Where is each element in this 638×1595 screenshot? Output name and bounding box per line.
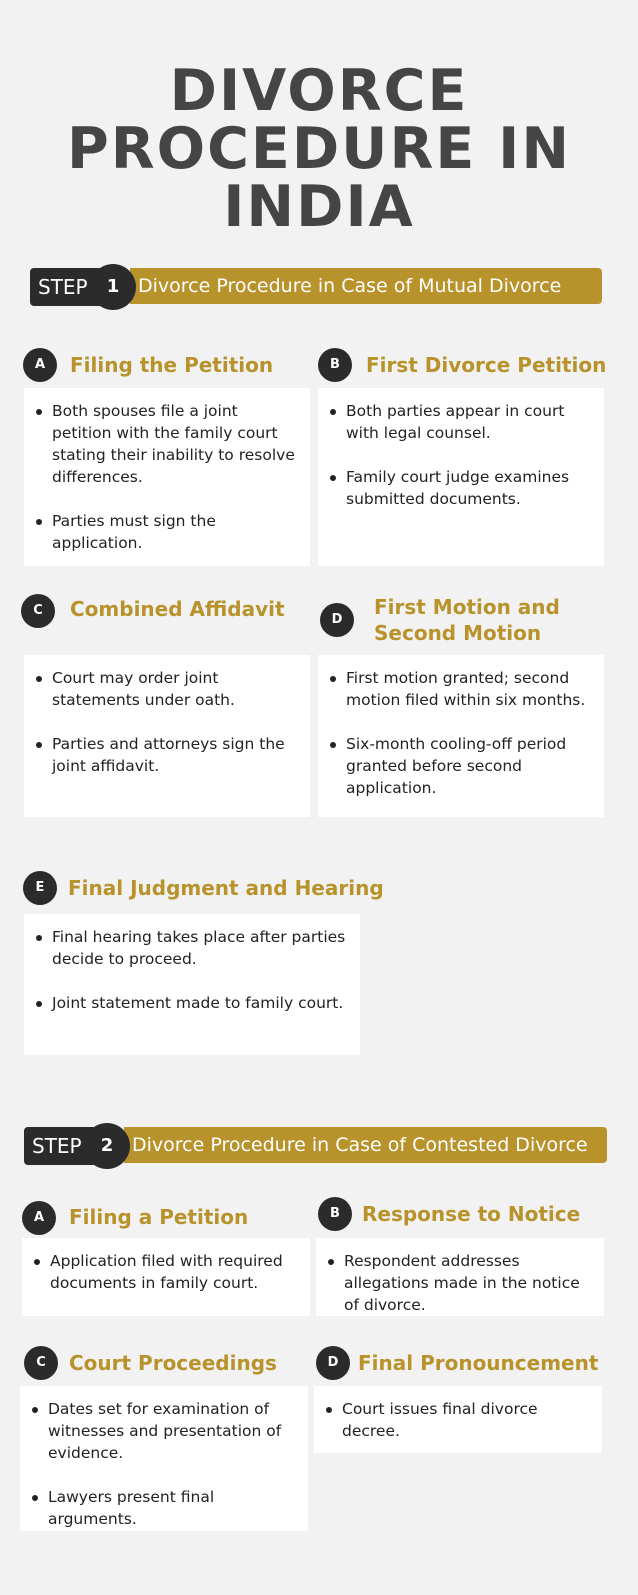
section-a-card: [22, 1238, 310, 1316]
section-e-badge: E: [23, 871, 57, 905]
list-item: Dates set for examination of witnesses and presentation of evidence.: [30, 1398, 298, 1464]
section-b-card: [318, 388, 604, 566]
list-item: Final hearing takes place after parties decide to proceed.: [34, 926, 350, 970]
section-d-heading-line: Second Motion: [374, 621, 542, 645]
step-2-word: STEP: [24, 1127, 114, 1165]
title-line: DIVORCE: [169, 58, 469, 124]
section-d-heading: [374, 594, 560, 646]
section-c-badge: C: [24, 1346, 58, 1380]
list-item: Both spouses file a joint petition with the family court stating their inability to resolve differences.: [34, 400, 300, 488]
section-d-heading-line: First Motion and: [374, 595, 560, 619]
section-d-heading: Final Pronouncement: [358, 1351, 599, 1375]
section-d-badge: D: [320, 603, 354, 637]
section-b-badge: B: [318, 1197, 352, 1231]
list-item: Both parties appear in court with legal counsel.: [328, 400, 594, 444]
section-c-heading: Court Proceedings: [69, 1351, 277, 1375]
list-item: Lawyers present final arguments.: [30, 1486, 298, 1530]
list-item: Six-month cooling-off period granted before second application.: [328, 733, 594, 799]
step-1-banner: [30, 268, 610, 306]
section-b-heading: First Divorce Petition: [366, 353, 607, 377]
step-1-number: 1: [90, 264, 136, 310]
section-c-card: [20, 1386, 308, 1531]
section-c-card: [24, 655, 310, 817]
list-item: First motion granted; second motion filed within six months.: [328, 667, 594, 711]
step-2-banner: [24, 1127, 614, 1165]
list-item: Parties and attorneys sign the joint affidavit.: [34, 733, 300, 777]
step-2-number: 2: [84, 1123, 130, 1169]
list-item: Joint statement made to family court.: [34, 992, 350, 1014]
list-item: Application filed with required documents in family court.: [32, 1250, 300, 1294]
page-title: [0, 58, 638, 240]
list-item: Parties must sign the application.: [34, 510, 300, 554]
section-e-card: [24, 914, 360, 1055]
section-a-badge: A: [23, 348, 57, 382]
section-a-card: [24, 388, 310, 566]
list-item: Court may order joint statements under oath.: [34, 667, 300, 711]
list-item: Family court judge examines submitted documents.: [328, 466, 594, 510]
section-c-heading: Combined Affidavit: [70, 597, 285, 621]
section-a-badge: A: [22, 1201, 56, 1235]
section-b-heading: Response to Notice: [362, 1202, 581, 1226]
section-b-card: [316, 1238, 604, 1316]
title-line: INDIA: [223, 174, 415, 240]
title-line: PROCEDURE IN: [66, 116, 572, 182]
step-2-label: Divorce Procedure in Case of Contested Divorce: [124, 1127, 607, 1163]
section-d-badge: D: [316, 1346, 350, 1380]
step-1-word: STEP: [30, 268, 120, 306]
list-item: Respondent addresses allegations made in the notice of divorce.: [326, 1250, 594, 1316]
section-e-heading: Final Judgment and Hearing: [68, 876, 384, 900]
section-b-badge: B: [318, 348, 352, 382]
section-a-heading: Filing a Petition: [69, 1205, 249, 1229]
section-a-heading: Filing the Petition: [70, 353, 274, 377]
section-d-card: [318, 655, 604, 817]
section-c-badge: C: [21, 594, 55, 628]
step-1-label: Divorce Procedure in Case of Mutual Divorce: [130, 268, 602, 304]
section-d-card: [314, 1386, 602, 1453]
list-item: Court issues final divorce decree.: [324, 1398, 592, 1442]
